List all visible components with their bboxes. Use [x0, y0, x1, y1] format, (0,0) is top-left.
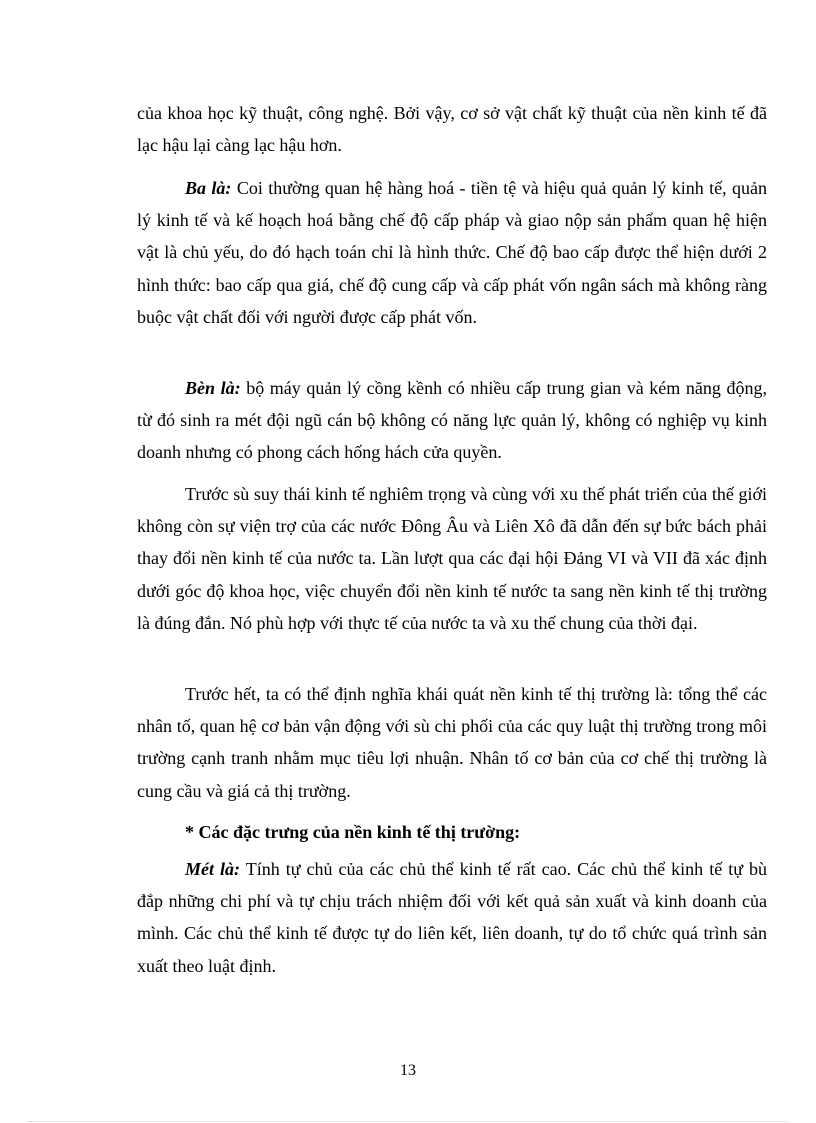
paragraph-body-ba-la: Coi thường quan hệ hàng hoá - tiền tệ và hiệu quả quản lý kinh tế, quản lý kinh tế và kế hoạch hoá bằng chế độ cấp pháp và giao nộp sản phẩm quan hệ hiện vật là chủ yếu, do đó hạch toán chỉ là hình thức. Chế độ bao cấp được thể hiện dưới 2 hình thức: bao cấp qua giá, chế độ cung cấp và cấp phát vốn ngân sách mà không ràng buộc vật chất đối với người được cấp phát vốn.	[137, 178, 767, 327]
paragraph-body-ben-la: bộ máy quản lý cồng kềnh có nhiều cấp trung gian và kém năng động, từ đó sinh ra mét đội ngũ cán bộ không có năng lực quản lý, không có nghiệp vụ kinh doanh nhưng có phong cách hống hách cửa quyền.	[137, 378, 767, 463]
paragraph-continuation: của khoa học kỹ thuật, công nghệ. Bởi vậy, cơ sở vật chất kỹ thuật của nền kinh tế đã lạc hậu lại càng lạc hậu hơn.	[137, 103, 767, 156]
page-number: 13	[400, 1062, 416, 1079]
paragraph-body-met-la: Tính tự chủ của các chủ thể kinh tế rất cao. Các chủ thể kinh tế tự bù đắp những chi phí và tự chịu trách nhiệm đối với kết quả sản xuất và kinh doanh của mình. Các chủ thể kinh tế được tự do liên kết, liên doanh, tự do tổ chức quá trình sản xuất theo luật định.	[137, 859, 767, 976]
page-bottom-divider	[28, 1121, 788, 1122]
paragraph-ben-la	[137, 372, 767, 469]
paragraph-lead-ben-la: Bèn là:	[185, 378, 241, 398]
paragraph-lead-ba-la: Ba là:	[185, 178, 232, 198]
paragraph-market-definition: Trước hết, ta có thể định nghĩa khái quát nền kinh tế thị trường là: tổng thể các nhân tố, quan hệ cơ bản vận động với sù chi phối của các quy luật thị trường trong môi trường cạnh tranh nhằm mục tiêu lợi nhuận. Nhân tố cơ bản của cơ chế thị trường là cung cầu và giá cả thị trường.	[137, 684, 767, 801]
paragraph-economic-decline: Trước sù suy thái kinh tế nghiêm trọng và cùng với xu thế phát triển của thế giới không còn sự viện trợ của các nước Đông Âu và Liên Xô đã dẫn đến sự bức bách phải thay đổi nền kinh tế của nước ta. Lần lượt qua các đại hội Đảng VI và VII đã xác định dưới góc độ khoa học, việc chuyển đổi nền kinh tế nước ta sang nền kinh tế thị trường là đúng đắn. Nó phù hợp với thực tế của nước ta và xu thế chung của thời đại.	[137, 484, 767, 633]
paragraph-ba-la	[137, 172, 767, 333]
paragraph-met-la	[137, 853, 767, 982]
paragraph-lead-met-la: Mét là:	[185, 859, 241, 879]
section-heading: * Các đặc trưng của nền kinh tế thị trường:	[185, 822, 521, 842]
